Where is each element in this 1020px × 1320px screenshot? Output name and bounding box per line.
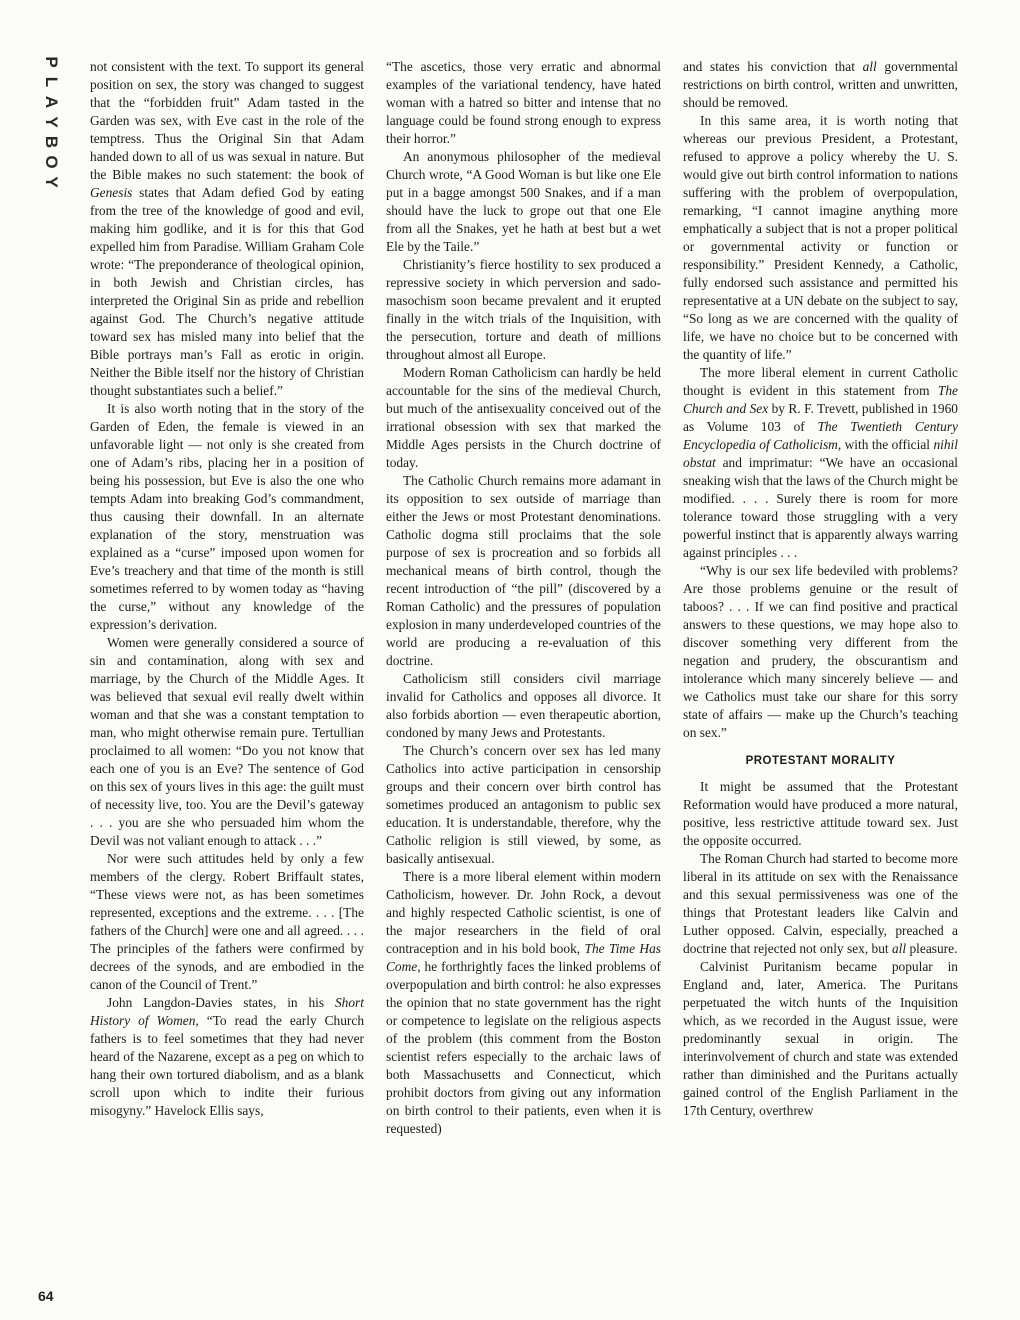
paragraph — [90, 634, 364, 850]
italic-text: Short History of Women, — [90, 995, 364, 1028]
paragraph — [683, 562, 958, 742]
column-1 — [90, 58, 364, 1120]
section-heading: PROTESTANT MORALITY — [745, 755, 896, 767]
italic-text: Genesis — [90, 185, 133, 200]
paragraph — [90, 400, 364, 634]
paragraph — [386, 472, 661, 670]
text-run: Catholicism still considers civil marriage invalid for Catholics and opposes all divorce. It also forbids abortion — even therapeutic abortion, condoned by many Jews and Protestants. — [386, 671, 661, 740]
text-run: Nor were such attitudes held by only a few members of the clergy. Robert Briffault states, “These views were not, as has been sometimes represented, exceptions and the extreme. . . . [The fathers of the Church] were one and all agreed. . . . The principles of the fathers were confirmed by decrees of the synods, and are embodied in the canon of the Council of Trent.” — [90, 851, 364, 992]
masthead-letter: L — [42, 76, 61, 88]
paragraph — [90, 850, 364, 994]
text-run: It might be assumed that the Protestant Reformation would have produced a more natural, positive, less restrictive attitude toward sex. Just the opposite occurred. — [683, 779, 958, 848]
masthead-letter: A — [42, 95, 61, 109]
italic-text: all — [862, 59, 877, 74]
text-run: The more liberal element in current Catholic thought is evident in this statement from — [683, 365, 958, 398]
text-run: states that Adam defied God by eating from the tree of the knowledge of good and evil, making him godlike, and it is for this that God expelled him from Paradise. William Graham Cole wrote: “The preponderance of theological opinion, in both Jewish and Christian circles, has interpreted the Original Sin as pride and rebellion against God. The Church’s negative attitude toward sex has misled many into belief that the Bible portrays man’s Fall as erotic in origin. Neither the Bible itself nor the history of Christian thought substantiates such a belief.” — [90, 185, 364, 398]
text-run: John Langdon-Davies states, in his — [107, 995, 335, 1010]
text-run: pleasure. — [906, 941, 958, 956]
masthead-letter: Y — [42, 176, 61, 188]
italic-text: The Time Has Come, — [386, 941, 661, 974]
masthead-logo — [40, 52, 62, 192]
paragraph — [386, 148, 661, 256]
text-run: and states his conviction that — [683, 59, 863, 74]
text-run: It is also worth noting that in the story of the Garden of Eden, the female is viewed in an unfavorable light — not only is she created from one of Adam’s ribs, placing her in a position of being his possession, but Eve is also the one who tempts Adam into breaking God’s commandment, thus causing their downfall. In an alternate explanation of the story, menstruation was explained as a “curse” imposed upon women for Eve’s treachery and that time of the month is still sometimes referred to by women today as “having the curse,” without any knowledge of the expression’s derivation. — [90, 401, 364, 632]
column-2 — [386, 58, 661, 1138]
text-run: There is a more liberal element within modern Catholicism, however. Dr. John Rock, a devout and highly respected Catholic scientist, is one of the major researchers in the field of oral contraception and in his bold book, — [386, 869, 661, 956]
italic-text: The Church and Sex — [683, 383, 958, 416]
text-run: with the official — [841, 437, 934, 452]
text-run: governmental restrictions on birth control, written and unwritten, should be removed. — [683, 59, 958, 110]
text-run: In this same area, it is worth noting that whereas our previous President, a Protestant, refused to approve a policy whereby the U. S. would give out birth control information to nations suffering with the problem of overpopulation, remarking, “I cannot imagine anything more emphatically a subject that is not a proper political or governmental activity or function or responsibility.” President Kennedy, a Catholic, fully endorsed such assistance and permitted his representative at a UN debate on the subject to say, “So long as we are concerned with the quality of life, we have no choice but to be concerned with the quantity of life.” — [683, 113, 958, 362]
masthead-letter: B — [42, 135, 61, 149]
paragraph — [386, 256, 661, 364]
text-run: “To read the early Church fathers is to feel sometimes that they had never heard of the Nazarene, except as a peg on which to hang their own tortured diabolism, and as a blank scroll upon which to indite their furious misogyny.” Havelock Ellis says, — [90, 1013, 365, 1118]
text-run: by R. F. Trevett, published in 1960 as Volume 103 of — [683, 401, 958, 434]
paragraph — [386, 742, 661, 868]
masthead-letter: O — [42, 155, 61, 169]
paragraph — [683, 958, 958, 1120]
paragraph — [683, 364, 958, 562]
text-run: “Why is our sex life bedeviled with problems? Are those problems genuine or the result of taboos? . . . If we can find positive and practical answers to these questions, we may hope also to discover something very different from the negation and prudery, the obscurantism and intolerance which many sincerely believe — and we Catholics must take our share for this sorry state of affairs — make up the Church’s teaching on sex.” — [683, 563, 958, 740]
page-number: 64 — [38, 1288, 54, 1304]
paragraph — [386, 58, 661, 148]
italic-text: nihil obstat — [683, 437, 958, 470]
paragraph — [683, 112, 958, 364]
text-run: The Church’s concern over sex has led many Catholics into active participation in censorship groups and their concern over birth control has sometimes produced an antagonism to public sex education. It is understandable, therefore, why the Catholic religion is still viewed, by some, as basically antisexual. — [386, 743, 661, 866]
text-run: Christianity’s fierce hostility to sex produced a repressive society in which perversion and sado-masochism soon became prevalent and it erupted finally in the witch trials of the Inquisition, with the persecution, torture and death of millions throughout almost all Europe. — [386, 257, 661, 362]
column-3 — [683, 58, 958, 1120]
text-run: Calvinist Puritanism became popular in England and, later, America. The Puritans perpetuated the witch hunts of the Inquisition which, as we recorded in the August issue, were predominantly sexual in origin. The interinvolvement of church and state was extended rather than diminished and the Puritans actually gained control of the English Parliament in the 17th Century, overthrew — [683, 959, 958, 1118]
text-run: Modern Roman Catholicism can hardly be held accountable for the sins of the medieval Church, but much of the antisexuality conceived out of the irrational obsession with sex that marked the Middle Ages persists in the Church doctrine of today. — [386, 365, 661, 470]
paragraph — [386, 868, 661, 1138]
text-run: not consistent with the text. To support its general position on sex, the story was changed to suggest that the “forbidden fruit” Adam tasted in the Garden was sex, with Eve cast in the role of the temptress. Thus the Original Sin that Adam handed down to all of us was sexual in nature. But the Bible makes no such statement: the book of — [90, 59, 364, 182]
paragraph — [90, 58, 364, 400]
italic-text: The Twentieth Century Encyclopedia of Catholicism, — [683, 419, 958, 452]
paragraph — [683, 778, 958, 850]
text-run: Women were generally considered a source of sin and contamination, along with sex and marriage, by the Church of the Middle Ages. It was believed that sexual evil really dwelt within woman and that she was a constant temptation to man, who might otherwise remain pure. Tertullian proclaimed to all women: “Do you not know that each one of you is an Eve? The sentence of God on this sex of yours lives in this age: the guilt must of necessity live, too. You are the Devil’s gateway . . . you are she who persuaded him whom the Devil was not valiant enough to attack . . .” — [90, 635, 364, 848]
masthead-letter: Y — [42, 116, 61, 128]
paragraph — [386, 364, 661, 472]
paragraph — [386, 670, 661, 742]
text-run: “The ascetics, those very erratic and abnormal examples of the variational tendency, have hated woman with a hatred so bitter and intense that no language could be found strong enough to express their horror.” — [386, 59, 661, 146]
italic-text: all — [891, 941, 907, 956]
paragraph — [90, 994, 364, 1120]
text-run: An anonymous philosopher of the medieval Church wrote, “A Good Woman is but like one Ele put in a bagge amongst 500 Snakes, and if a man should have the luck to grope out that one Ele from all the Snakes, yet he hath at best but a wet Ele by the Taile.” — [386, 149, 661, 254]
text-run: The Catholic Church remains more adamant in its opposition to sex outside of marriage than either the Jews or most Protestant denominations. Catholic dogma still proclaims that the sole purpose of sex is procreation and so forbids all mechanical means of birth control, though the recent introduction of “the pill” (discovered by a Roman Catholic) and the pressures of population explosion in many underdeveloped countries of the world are producing a re-evaluation of this doctrine. — [386, 473, 661, 668]
text-run: he forthrightly faces the linked problems of overpopulation and birth control: he also expresses the opinion that no state government has the right or competence to legislate on the religious aspects of the problem (this comment from the Boston scientist refers especially to the archaic laws of both Massachusetts and Connecticut, which prohibit doctors from giving out any information on birth control to their patients, even when it is requested) — [386, 959, 661, 1136]
text-run: and imprimatur: “We have an occasional sneaking wish that the laws of the Church might be modified. . . . Surely there is room for more tolerance toward those struggling with a very powerful instinct that is apparently always warring against principles . . . — [683, 455, 958, 560]
paragraph — [683, 850, 958, 958]
masthead-letter: P — [42, 56, 61, 68]
text-run: The Roman Church had started to become more liberal in its attitude on sex with the Renaissance and this sexual permissiveness was one of the things that Protestant leaders like Calvin and Luther opposed. Calvin, especially, preached a doctrine that rejected not only sex, but — [683, 851, 958, 956]
paragraph — [683, 58, 958, 112]
